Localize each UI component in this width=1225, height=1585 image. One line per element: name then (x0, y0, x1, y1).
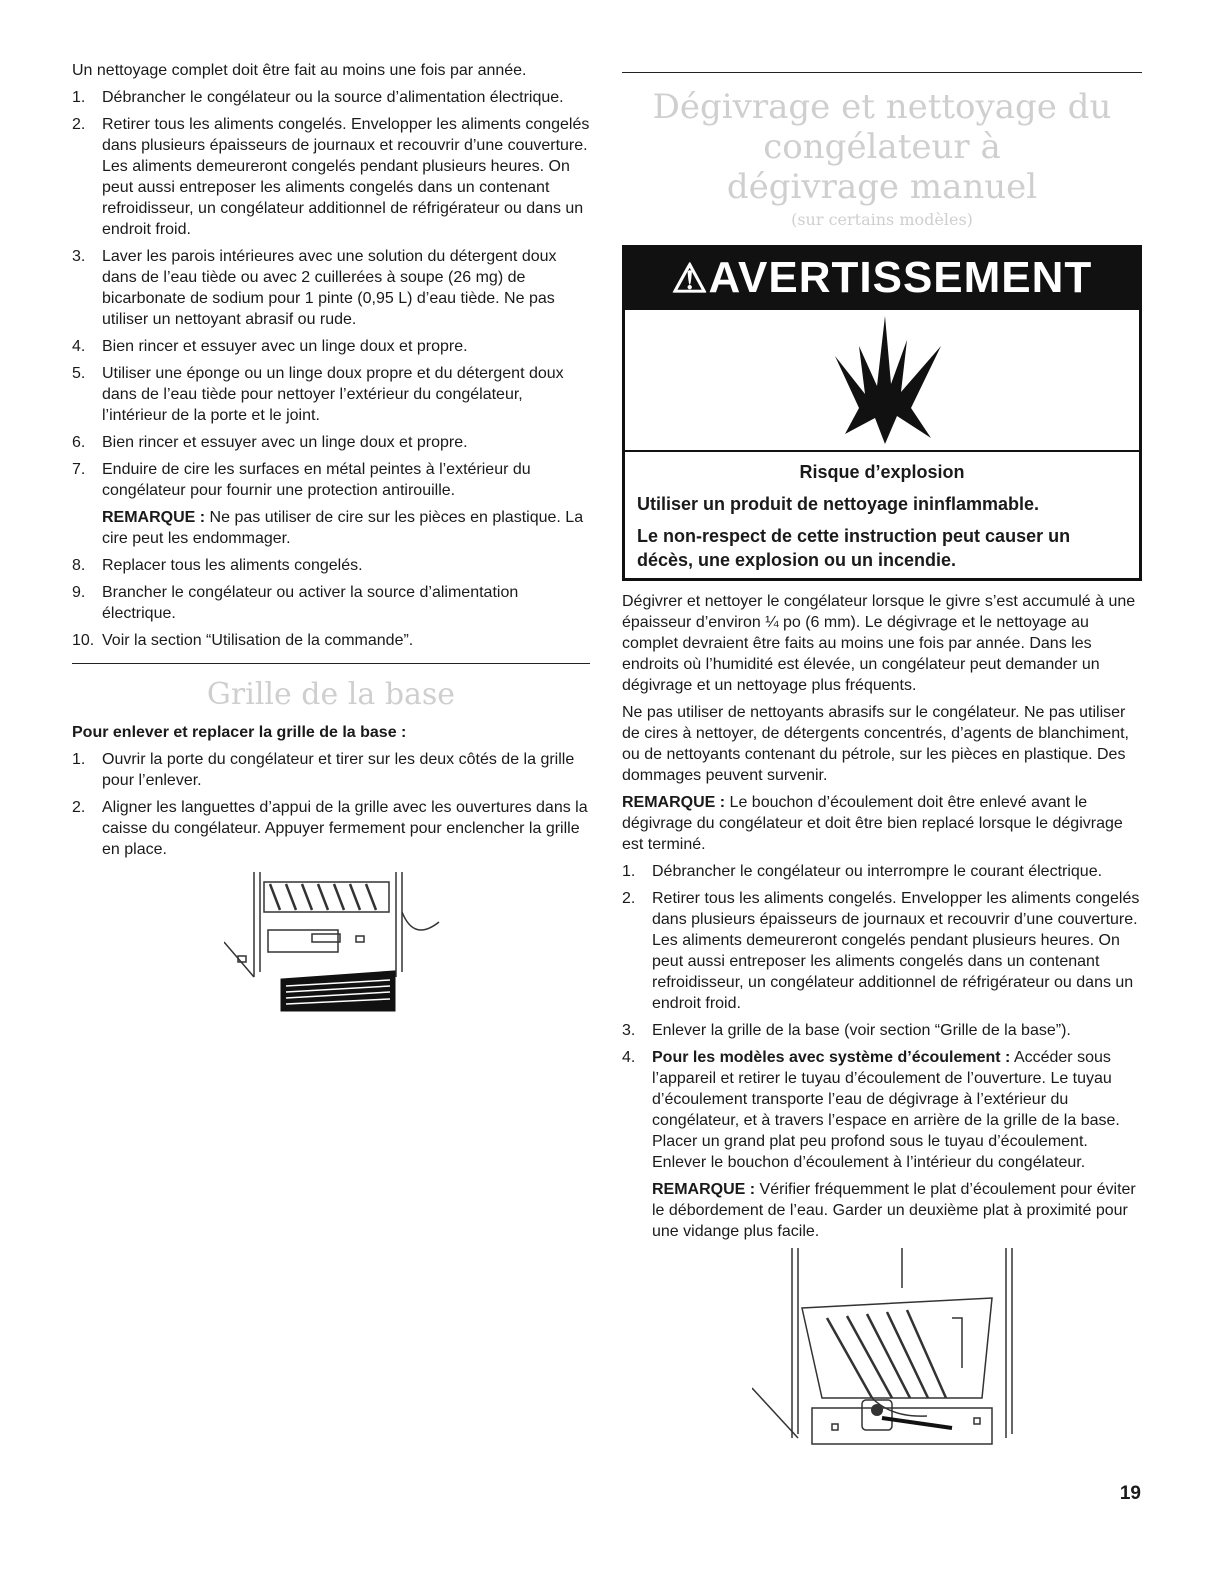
list-item: 3. Laver les parois intérieures avec une solution du détergent doux dans de l’eau tiède ou avec 2 cuillerées à soupe (26 mg) de bicarbonate de sodium pour 1 pinte (0,95 L) d’eau tiède. Ne pas utiliser un nettoyant abrasif ou rude. (72, 248, 557, 328)
warning-line-1: Utiliser un produit de nettoyage ininflammable. (637, 494, 1040, 514)
intro-text: Un nettoyage complet doit être fait au moins une fois par année. (72, 62, 527, 79)
warning-header: ⚠AVERTISSEMENT (625, 248, 1139, 310)
list-item: 9. Brancher le congélateur ou activer la source d’alimentation électrique. (72, 584, 519, 622)
list-item: 4. Pour les modèles avec système d’écoulement : Accéder sous l’appareil et retirer le tuyau d’écoulement de l’ouverture. Le tuyau d’écoulement transporte l’eau de dégivrage à l’extérieur du congélateur, et à travers l’espace en arrière de la grille de la base. Placer un grand plat peu profond sous le tuyau d’écoulement. Enlever le bouchon d’écoulement à l’intérieur du congélateur. (622, 1049, 1120, 1171)
defrost-steps (622, 861, 1142, 1173)
explosion-icon (815, 316, 955, 446)
section-divider (72, 663, 590, 664)
list-item: 6. Bien rincer et essuyer avec un linge doux et propre. (72, 434, 468, 451)
warning-triangle-icon: ⚠ (671, 257, 709, 301)
remarque-note: REMARQUE : Le bouchon d’écoulement doit être enlevé avant le dégivrage du congélateur et doit être bien replacé lorsque le dégivrage est terminé. (622, 794, 1123, 853)
drain-illustration (752, 1248, 1032, 1448)
warning-box (622, 245, 1142, 581)
cleaning-steps (72, 87, 590, 501)
list-item: 10. Voir la section “Utilisation de la commande”. (72, 632, 414, 649)
grille-steps (72, 749, 590, 860)
list-item: 1. Débrancher le congélateur ou la source d’alimentation électrique. (72, 89, 564, 106)
list-item: 4. Bien rincer et essuyer avec un linge doux et propre. (72, 338, 468, 355)
defrost-paragraph-2: Ne pas utiliser de nettoyants abrasifs sur le congélateur. Ne pas utiliser de cires à nettoyer, de détergents concentrés, d’agents de blanchiment, ou de nettoyants contenant du pétrole, sur les pièces en plastique. Des dommages peuvent survenir. (622, 704, 1129, 784)
list-item: 1. Débrancher le congélateur ou interrompre le courant électrique. (622, 863, 1103, 880)
list-item: 3. Enlever la grille de la base (voir section “Grille de la base”). (622, 1022, 1071, 1039)
warning-line-2: Le non-respect de cette instruction peut causer un décès, une explosion ou un incendie. (637, 526, 1071, 570)
defrost-section-subtitle: (sur certains modèles) (791, 210, 973, 229)
list-item: 2. Retirer tous les aliments congelés. Envelopper les aliments congelés dans plusieurs épaisseurs de journaux et recouvrir d’une couverture. Les aliments demeureront congelés pendant plusieurs heures. On peut aussi entreposer les aliments congelés dans un contenant refroidisseur, un congélateur additionnel de réfrigérateur ou dans un endroit froid. (622, 890, 1140, 1012)
grille-section-title: Grille de la base (206, 677, 456, 712)
list-item: 5. Utiliser une éponge ou un linge doux propre et du détergent doux dans de l’eau tiède pour nettoyer l’extérieur du congélateur, l’intérieur de la porte et le joint. (72, 365, 564, 424)
warning-body (625, 452, 1139, 578)
grille-subheading: Pour enlever et replacer la grille de la base : (72, 724, 407, 741)
list-item: 2. Aligner les languettes d’appui de la grille avec les ouvertures dans la caisse du congélateur. Appuyer fermement pour enclencher la grille en place. (72, 799, 588, 858)
warning-risk: Risque d’explosion (799, 462, 965, 482)
list-item: 2. Retirer tous les aliments congelés. Envelopper les aliments congelés dans plusieurs épaisseurs de journaux et recouvrir d’une couverture. Les aliments demeureront congelés pendant plusieurs heures. On peut aussi entreposer les aliments congelés dans un contenant refroidisseur, un congélateur additionnel de réfrigérateur ou dans un endroit froid. (72, 116, 590, 238)
cleaning-steps-continued (72, 555, 590, 651)
right-column (622, 60, 1142, 1448)
defrost-paragraph-1: Dégivrer et nettoyer le congélateur lorsque le givre s’est accumulé à une épaisseur d’environ ¼ po (6 mm). Le dégivrage et le nettoyage au complet devraient être faits au moins une fois par année. Dans les endroits où l’humidité est élevée, un congélateur peut demander un dégivrage et un nettoyage plus fréquents. (622, 593, 1136, 694)
base-grille-illustration (224, 872, 444, 1017)
explosion-graphic (625, 310, 1139, 452)
section-divider (622, 72, 1142, 73)
list-item: 7. Enduire de cire les surfaces en métal peintes à l’extérieur du congélateur pour fournir une protection antirouille. (72, 461, 531, 499)
remarque-note: REMARQUE : Ne pas utiliser de cire sur les pièces en plastique. La cire peut les endommager. (102, 509, 584, 547)
list-item: 1. Ouvrir la porte du congélateur et tirer sur les deux côtés de la grille pour l’enlever. (72, 751, 575, 789)
remarque-note-2: REMARQUE : Vérifier fréquemment le plat d’écoulement pour éviter le débordement de l’eau. Garder un deuxième plat à proximité pour une vidange plus facile. (652, 1181, 1136, 1240)
left-column (72, 60, 590, 1017)
page-number: 19 (1119, 1483, 1141, 1504)
list-item: 8. Replacer tous les aliments congelés. (72, 557, 363, 574)
defrost-section-title: Dégivrage et nettoyage du congélateur à dégivrage manuel (652, 87, 1112, 207)
